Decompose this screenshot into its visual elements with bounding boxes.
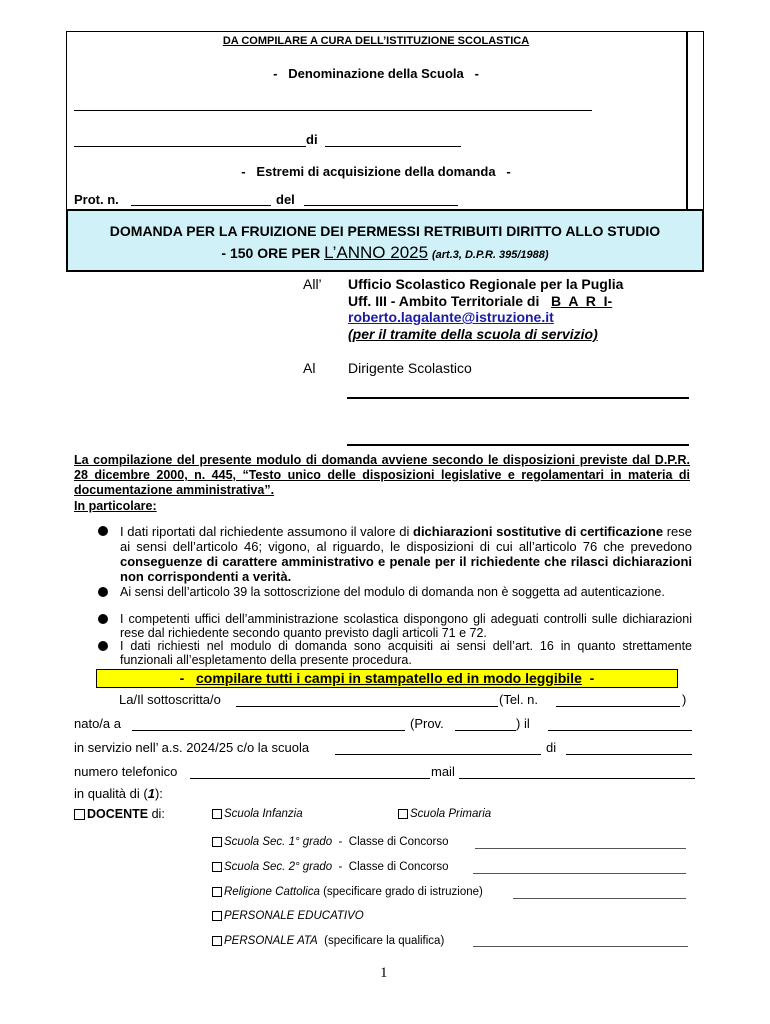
checkbox-icon[interactable]	[212, 862, 222, 872]
office-line1: Ufficio Scolastico Regionale per la Puglia	[348, 276, 624, 292]
bullet-2: Ai sensi dell’articolo 39 la sottoscrizione del modulo di domanda non è soggetta ad autenticazione.	[120, 585, 665, 599]
dirigente-field-2[interactable]	[347, 444, 689, 446]
religione-grade-field[interactable]	[513, 898, 686, 899]
docente-option[interactable]: DOCENTE di:	[74, 807, 165, 821]
checkbox-icon[interactable]	[212, 936, 222, 946]
telefono-label: numero telefonico	[74, 764, 178, 779]
checkbox-icon[interactable]	[212, 809, 222, 819]
school-box-border-inner	[686, 31, 691, 221]
birthdate-field[interactable]	[548, 730, 692, 731]
sec2-option[interactable]: Scuola Sec. 2° grado - Classe di Concorso	[212, 861, 449, 873]
estremi-label: - Estremi di acquisizione della domanda -	[241, 164, 511, 179]
service-school-field[interactable]	[335, 754, 541, 755]
il-label: ) il	[516, 716, 530, 731]
del-label: del	[276, 192, 295, 207]
infanzia-option[interactable]: Scuola Infanzia	[212, 808, 303, 820]
school-di-field[interactable]	[325, 146, 461, 147]
prov-label: (Prov.	[410, 716, 444, 731]
tel-close: )	[682, 692, 687, 707]
bullet-1: I dati riportati dal richiedente assumono il valore di dichiarazioni sostitutive di certificazione rese ai sensi dell’articolo 46; vigono, al riguardo, le disposizioni di cui all’articolo 76 che prevedono conseguenze di carattere amministrativo e penale per il richiedente che rilasci dichiarazioni non corrispondenti a verità.	[120, 524, 693, 584]
service-city-field[interactable]	[566, 754, 692, 755]
servizio-di-label: di	[546, 740, 557, 755]
via-school-note: (per il tramite della scuola di servizio)	[348, 326, 598, 342]
primaria-option[interactable]: Scuola Primaria	[398, 808, 491, 820]
title-prefix: - 150 ORE PER	[221, 245, 325, 261]
bullet-3: I competenti uffici dell’amministrazione scolastica dispongono gli adeguati controlli sulle dichiarazioni rese dal richiedente secondo quanto previsto dagli articoli 71 e 72.	[120, 612, 692, 640]
al-label: Al	[303, 360, 316, 376]
phone-field[interactable]	[190, 778, 430, 779]
bullet-dot	[98, 641, 108, 651]
page-number: 1	[380, 965, 388, 981]
dirigente-label: Dirigente Scolastico	[348, 360, 472, 376]
bullet-4: I dati richiesti nel modulo di domanda sono acquisiti ai sensi dell’art. 16 in quanto strettamente funzionali all’espletamento della presente procedura.	[120, 639, 692, 667]
prot-date-field[interactable]	[304, 205, 458, 206]
religione-option[interactable]: Religione Cattolica (specificare grado di istruzione)	[212, 886, 483, 898]
name-field[interactable]	[236, 706, 498, 707]
in-particolare: In particolare:	[74, 499, 157, 513]
ata-option[interactable]: PERSONALE ATA (specificare la qualifica)	[212, 935, 444, 947]
sec1-class-field[interactable]	[475, 848, 686, 849]
checkbox-icon[interactable]	[74, 809, 85, 820]
bullet-dot	[98, 587, 108, 597]
tel-field[interactable]	[556, 706, 680, 707]
bullet-dot	[98, 526, 108, 536]
prov-field[interactable]	[455, 730, 516, 731]
ata-qualifica-field[interactable]	[473, 946, 688, 947]
sottoscritto-label: La/Il sottoscritta/o	[119, 692, 221, 707]
title-box	[66, 209, 704, 272]
title-reference: (art.3, D.P.R. 395/1988)	[431, 249, 549, 261]
instruction-banner: - compilare tutti i campi in stampatello ed in modo leggibile -	[96, 669, 678, 688]
banner-text: compilare tutti i campi in stampatello ed in modo leggibile	[196, 670, 582, 686]
educativo-option[interactable]: PERSONALE EDUCATIVO	[212, 910, 364, 922]
bullet-dot	[98, 614, 108, 624]
mail-field[interactable]	[459, 778, 695, 779]
checkbox-icon[interactable]	[398, 809, 408, 819]
all-label: All’	[303, 276, 322, 292]
intro-text: La compilazione del presente modulo di domanda avviene secondo le disposizioni previste dal D.P.R. 28 dicembre 2000, n. 445, “Testo unico delle disposizioni legislative e regolamentari in materia di documentazione amministrativa”.	[74, 453, 690, 497]
servizio-label: in servizio nell’ a.s. 2024/25 c/o la scuola	[74, 740, 310, 755]
mail-label: mail	[431, 764, 455, 779]
title-line2	[68, 243, 702, 263]
title-year: L’ANNO 2025	[324, 243, 429, 262]
di-label: di	[306, 132, 318, 147]
school-name-field[interactable]	[74, 110, 592, 111]
denominazione-label: - Denominazione della Scuola -	[273, 66, 479, 81]
dirigente-field[interactable]	[347, 397, 689, 399]
school-box	[66, 31, 688, 222]
email-link[interactable]: roberto.lagalante@istruzione.it	[348, 309, 554, 325]
prot-label: Prot. n.	[74, 192, 119, 207]
office-city: B A R I-	[551, 293, 613, 309]
birthplace-field[interactable]	[132, 730, 405, 731]
tel-label: (Tel. n.	[499, 692, 539, 707]
nato-label: nato/a a	[74, 716, 121, 731]
checkbox-icon[interactable]	[212, 837, 222, 847]
school-city-field[interactable]	[74, 146, 306, 147]
qualita-label: in qualità di (1):	[74, 786, 163, 801]
title-line1: DOMANDA PER LA FRUIZIONE DEI PERMESSI RETRIBUITI DIRITTO ALLO STUDIO	[109, 223, 661, 239]
school-box-header: DA COMPILARE A CURA DELL’ISTITUZIONE SCOLASTICA	[222, 35, 530, 47]
checkbox-icon[interactable]	[212, 911, 222, 921]
checkbox-icon[interactable]	[212, 887, 222, 897]
sec2-class-field[interactable]	[473, 873, 686, 874]
office-line2: Uff. III - Ambito Territoriale di B A R I-	[348, 293, 613, 309]
prot-number-field[interactable]	[131, 205, 271, 206]
sec1-option[interactable]: Scuola Sec. 1° grado - Classe di Concorso	[212, 836, 449, 848]
